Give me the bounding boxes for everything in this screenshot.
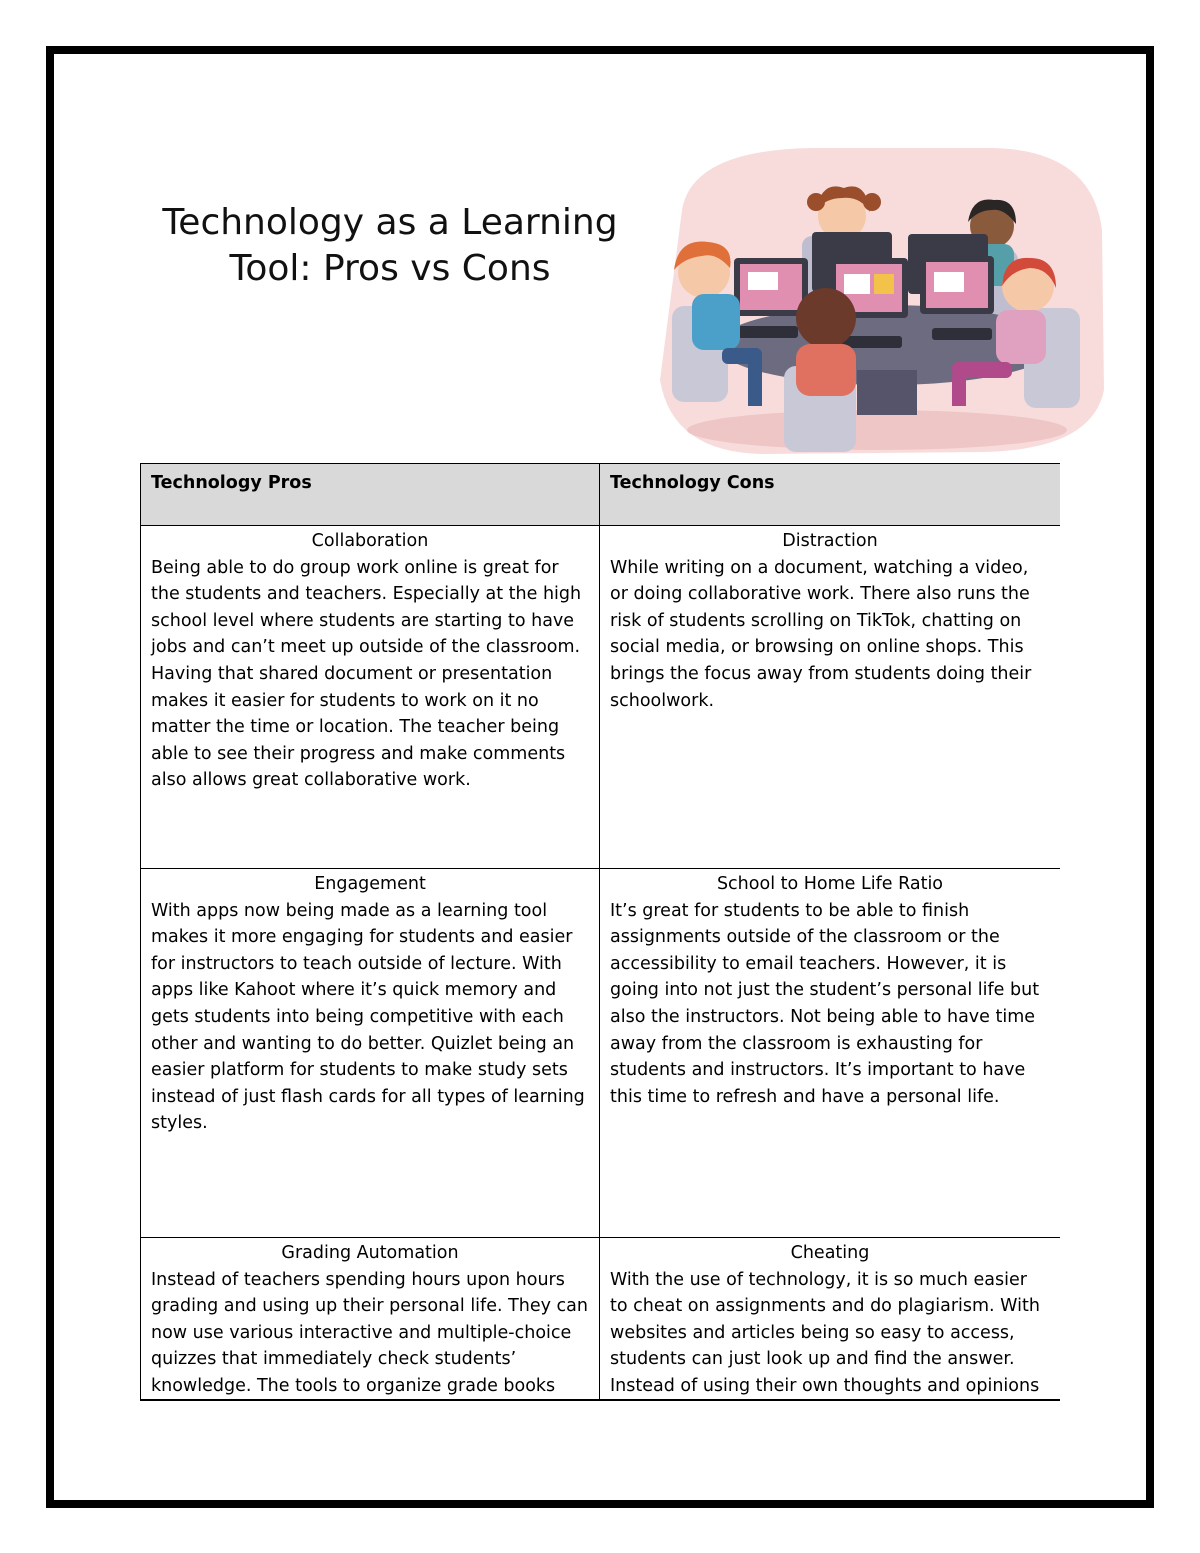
- table-row: [141, 869, 1061, 1238]
- pros-cons-table: [140, 463, 1060, 1401]
- con-text: It’s great for students to be able to finish assignments outside of the classroom or the accessibility to email teachers. However, it is going into not just the student’s personal life but also the instructors. Not being able to have time away from the classroom is exhausting for students and instructors. It’s important to have this time to refresh and have a personal life.: [610, 900, 1040, 1107]
- table-header-row: [141, 464, 1061, 526]
- pro-text: Instead of teachers spending hours upon hours grading and using up their personal life. They can now use various interactive and multiple-choice quizzes that immediately check students’ knowledge. The tools to organize grade books: [151, 1269, 588, 1396]
- title-line-1: Technology as a Learning: [162, 202, 618, 243]
- pro-text: With apps now being made as a learning tool makes it more engaging for students and easier for instructors to teach outside of lecture. With apps like Kahoot where it’s quick memory and gets students into being competitive with each other and wanting to do better. Quizlet being an easier platform for students to make study sets instead of just flash cards for all types of learning styles.: [151, 900, 585, 1134]
- pro-heading: Engagement: [314, 874, 426, 894]
- con-text: With the use of technology, it is so much easier to cheat on assignments and do plagiarism. With websites and articles being so easy to access, students can just look up and find the answer. Instead of using their own thoughts and opinions: [610, 1269, 1040, 1396]
- title-line-2: Tool: Pros vs Cons: [229, 248, 551, 289]
- con-text: While writing on a document, watching a video, or doing collaborative work. There also runs the risk of students scrolling on TikTok, chatting on social media, or browsing on online shops. This brings the focus away from students doing their schoolwork.: [610, 557, 1032, 711]
- pro-cell-grading-automation: [141, 1238, 600, 1402]
- con-heading: Distraction: [782, 531, 878, 551]
- con-cell-cheating: [600, 1238, 1061, 1402]
- pro-text: Being able to do group work online is great for the students and teachers. Especially at the high school level where students are starting to have jobs and can’t meet up outside of the classroom. Having that shared document or presentation makes it easier for students to work on it no matter the time or location. The teacher being able to see their progress and make comments also allows great collaborative work.: [151, 557, 582, 791]
- table-row: [141, 1238, 1061, 1402]
- pro-heading: Grading Automation: [281, 1243, 459, 1263]
- pro-heading: Collaboration: [311, 531, 429, 551]
- con-heading: Cheating: [790, 1243, 870, 1263]
- pros-cons-table-container: [140, 463, 1060, 1401]
- page-title: [150, 200, 630, 292]
- con-cell-school-home-ratio: [600, 869, 1061, 1238]
- pro-cell-collaboration: [141, 526, 600, 869]
- header-pros: Technology Pros: [141, 464, 600, 526]
- table-row: [141, 526, 1061, 869]
- students-at-computers-illustration: [652, 140, 1107, 458]
- header-cons: Technology Cons: [600, 464, 1061, 526]
- pro-cell-engagement: [141, 869, 600, 1238]
- con-heading: School to Home Life Ratio: [716, 874, 944, 894]
- con-cell-distraction: [600, 526, 1061, 869]
